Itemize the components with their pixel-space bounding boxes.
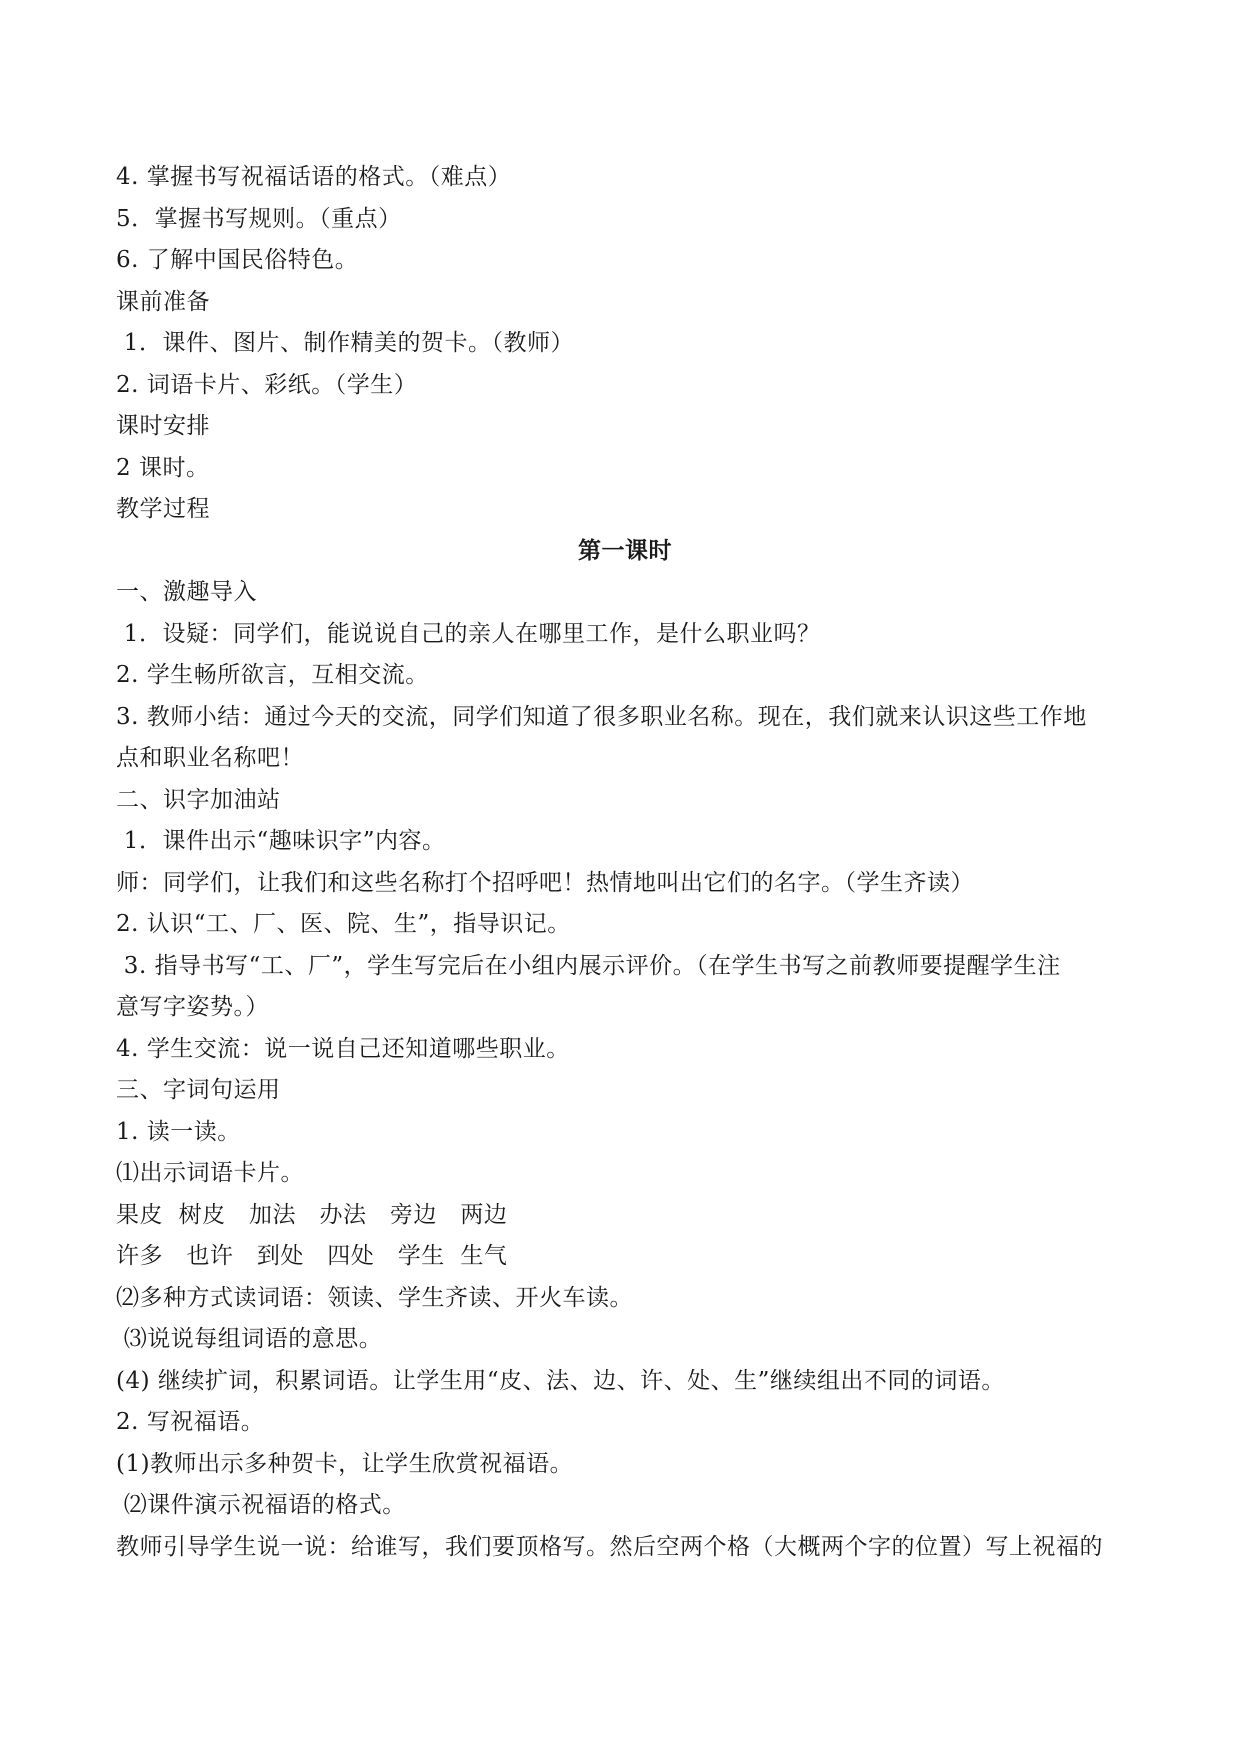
prep-item-1: 1．课件、图片、制作精美的贺卡。（教师） xyxy=(116,330,574,356)
paragraph-line: 4. 学生交流：说一说自己还知道哪些职业。 xyxy=(116,1035,570,1062)
paragraph-line: 教师引导学生说一说：给谁写，我们要顶格写。然后空两个格（大概两个字的位置）写上祝福的 xyxy=(116,1533,1103,1560)
paragraph-line: ⑵多种方式读词语：领读、学生齐读、开火车读。 xyxy=(116,1284,633,1311)
paragraph-line: (1)教师出示多种贺卡，让学生欣赏祝福语。 xyxy=(116,1450,574,1477)
schedule-text: 2 课时。 xyxy=(116,454,210,481)
lesson-title: 第一课时 xyxy=(578,537,672,564)
paragraph-line: ⑶说说每组词语的意思。 xyxy=(116,1326,383,1352)
section-heading-preparation: 课前准备 xyxy=(116,288,210,315)
word-list-row-2: 许多 也许 到处 四处 学生 生气 xyxy=(116,1243,508,1269)
part-heading-2: 二、识字加油站 xyxy=(116,786,281,813)
paragraph-line: ⑵课件演示祝福语的格式。 xyxy=(116,1492,406,1518)
goal-4: 4. 掌握书写祝福话语的格式。（难点） xyxy=(116,164,512,190)
paragraph-line: 点和职业名称吧！ xyxy=(116,745,304,771)
paragraph-line: 3. 指导书写“工、厂”，学生写完后在小组内展示评价。（在学生书写之前教师要提醒学生注 xyxy=(116,952,1061,979)
part-heading-3: 三、字词句运用 xyxy=(116,1077,281,1103)
paragraph-line: 意写字姿势。） xyxy=(116,994,269,1020)
goal-5: 5．掌握书写规则。（重点） xyxy=(116,205,402,232)
paragraph-line: 2. 学生畅所欲言，互相交流。 xyxy=(116,662,429,688)
paragraph-line: 2. 写祝福语。 xyxy=(116,1409,265,1435)
part-heading-1: 一、激趣导入 xyxy=(116,579,257,605)
word-list-row-1: 果皮 树皮 加法 办法 旁边 两边 xyxy=(116,1201,508,1228)
document-page xyxy=(116,157,1134,1568)
prep-item-2: 2. 词语卡片、彩纸。（学生） xyxy=(116,371,418,398)
paragraph-line: 2. 认识“工、厂、医、院、生”，指导识记。 xyxy=(116,911,571,937)
paragraph-line: 师：同学们，让我们和这些名称打个招呼吧！热情地叫出它们的名字。（学生齐读） xyxy=(116,869,974,896)
paragraph-line: 1. 读一读。 xyxy=(116,1118,241,1145)
section-heading-process: 教学过程 xyxy=(116,496,210,522)
paragraph-line: 1．课件出示“趣味识字”内容。 xyxy=(116,828,446,854)
goal-6: 6. 了解中国民俗特色。 xyxy=(116,247,359,273)
paragraph-line: ⑴出示词语卡片。 xyxy=(116,1160,304,1186)
paragraph-line: 3. 教师小结：通过今天的交流，同学们知道了很多职业名称。现在，我们就来认识这些工作地 xyxy=(116,703,1087,730)
paragraph-line: (4) 继续扩词，积累词语。让学生用“皮、法、边、许、处、生”继续组出不同的词语。 xyxy=(116,1367,1005,1394)
section-heading-schedule: 课时安排 xyxy=(116,413,210,439)
paragraph-line: 1．设疑：同学们，能说说自己的亲人在哪里工作，是什么职业吗？ xyxy=(116,620,821,647)
